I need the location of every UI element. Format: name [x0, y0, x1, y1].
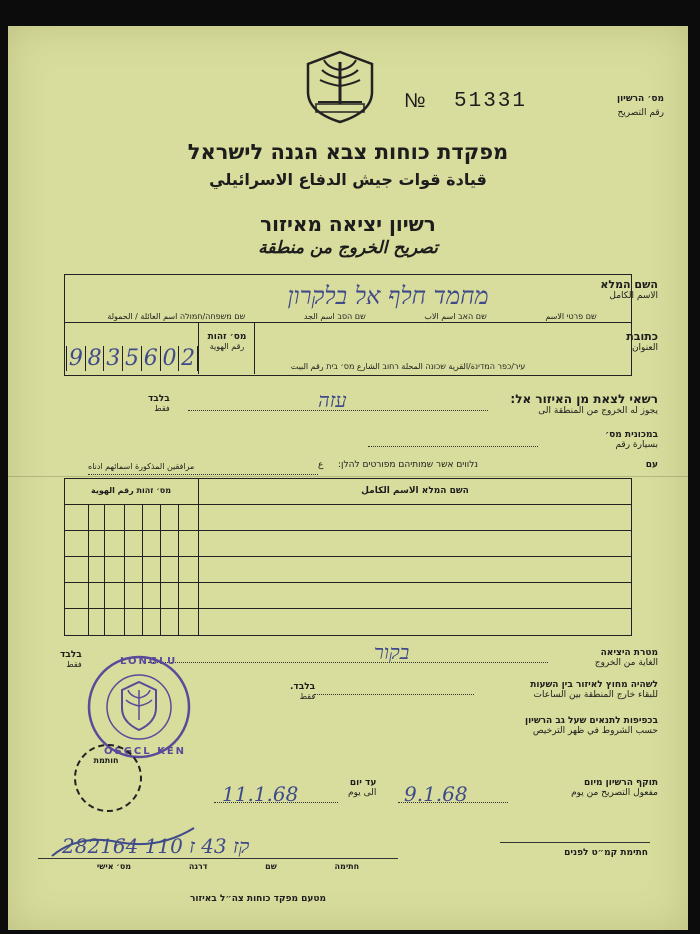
idf-emblem-icon	[298, 48, 382, 124]
vehicle-label: במכונית מס׳ بسيارة رقم	[605, 430, 658, 450]
companions-name-header: השם המלא الاسم الكامل	[361, 486, 469, 496]
companions-label-ar: مرافقين المذكورة اسمائهم ادناه	[88, 462, 195, 471]
validity-to-value: 11.1.68	[222, 782, 299, 806]
license-number-label: מס׳ הרשיון رقم التصريح	[616, 94, 664, 118]
doc-type-hebrew: רשיון יציאה מאיזור	[260, 212, 436, 236]
signature-labels: מס׳ אישי דרגה שם חתימה	[96, 862, 360, 871]
destination-only-label: בלבד فقط	[148, 394, 170, 413]
stamp-ring-top: LONGLU	[120, 656, 178, 667]
title-hebrew: מפקדת כוחות צבא הגנה לישראל	[187, 140, 509, 164]
fold-line	[8, 476, 688, 477]
seal-label: חותמת	[93, 756, 119, 765]
serial-number: 51331	[454, 90, 528, 113]
companions-id-header: מס׳ זהות رقم الهوية	[90, 486, 172, 495]
name-parts-labels: שם פרטי الاسم שם האב اسم الاب שם הסב اسم الجد שם משפחה/חמולה اسم العائلة / الحمولة	[107, 312, 597, 321]
permit-document	[8, 26, 688, 930]
destination-value: עזה	[318, 388, 347, 412]
with-label: עם	[645, 460, 658, 470]
validity-from-label: תוקף הרשיון מיום مفعول التصريح من يوم	[571, 778, 658, 798]
hours-label: לשהיה מחוץ לאיזור בין השעות للبقاء خارج المنطقة بين الساعات	[530, 680, 658, 700]
footer-text: מטעם מפקד כוחות צה״ל באיזור	[189, 894, 327, 904]
full-name-value: מחמד חלף אל בלקרון	[287, 282, 489, 310]
companions-table	[64, 478, 632, 636]
full-name-label: השם המלא الاسم الكامل	[600, 278, 658, 301]
address-parts-labels: עיר/כפר המדינة/القرية שכונה المحلة רחוב الشارع מס׳ בית رقم البيت	[290, 362, 526, 371]
address-label: כתובת العنوان	[626, 330, 658, 353]
title-arabic: قيادة قوات جيش الدفاع الاسرائيلي	[209, 170, 487, 189]
id-number-digits: 9 8 3 5 6 0 2	[66, 346, 198, 371]
validity-to-label: עד יום الى يوم	[348, 778, 377, 798]
purpose-only-label: בלבד فقط	[60, 650, 82, 669]
validity-from-value: 9.1.68	[404, 782, 468, 806]
exit-label: רשאי לצאת מן האיזור אל: يجوز له الخروج من المنطقة الى	[510, 392, 658, 416]
companions-label-he: נלווים אשר שמותיהם מפורטים להלן:	[338, 460, 478, 470]
serial-symbol: №	[404, 90, 426, 112]
purpose-label: מטרת היציאה الغاية من الخروج	[594, 648, 658, 668]
id-label: מס׳ זהות رقم الهوية	[207, 332, 247, 351]
seal-circle	[74, 744, 142, 812]
signature-scribble-icon	[48, 822, 198, 862]
entry-stamp-label: חתימת קמ״ט לפנים	[564, 848, 648, 858]
companions-mark: ع	[318, 460, 324, 470]
signature-values: 282164 110 קז 43 ז	[62, 834, 250, 858]
doc-type-arabic: تصريح الخروج من منطقة	[258, 238, 438, 258]
hours-only-label: בלבד. فقط	[290, 682, 316, 701]
conditions-label: בכפיפות לתנאים שעל גב הרשיון حسب الشروط في ظهر الترخيص	[524, 716, 658, 736]
purpose-value: בקור	[374, 640, 410, 664]
stamp-ring-bottom: OSGCL KEN	[104, 746, 187, 757]
